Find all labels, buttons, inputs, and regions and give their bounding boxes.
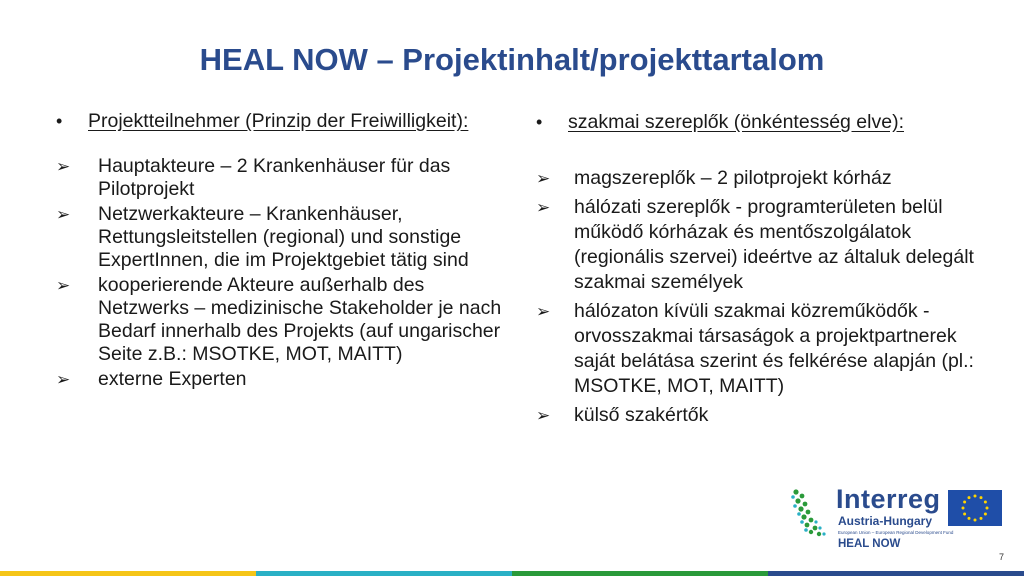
eu-flag-icon	[948, 490, 1002, 526]
list-item	[56, 274, 506, 366]
list-item	[536, 195, 976, 295]
list-item-text: magszereplők – 2 pilotprojekt kórház	[574, 167, 892, 189]
right-column	[536, 111, 976, 432]
arrow-bullet-icon: ➢	[56, 276, 71, 295]
list-item	[536, 166, 976, 191]
arrow-bullet-icon: ➢	[536, 198, 551, 217]
list-item	[56, 155, 506, 201]
bullet-icon: •	[56, 111, 63, 131]
list-item-text: hálózaton kívüli szakmai közreműködők - orvosszakmai társaságok a projektpartnerek saját belátása szerint és felkérése alapján (pl.: MSOTKE, MOT, MAITT)	[574, 300, 974, 397]
list-item	[56, 368, 506, 391]
bar-segment-yellow	[0, 571, 256, 576]
list-item-text: externe Experten	[98, 368, 247, 390]
arrow-bullet-icon: ➢	[536, 302, 551, 321]
interreg-wordmark: Interreg	[836, 484, 941, 514]
list-item	[536, 403, 976, 428]
arrow-bullet-icon: ➢	[56, 157, 71, 176]
footer-color-bar	[0, 571, 1024, 576]
bar-segment-blue	[768, 571, 1024, 576]
project-name: HEAL NOW	[838, 538, 901, 550]
arrow-bullet-icon: ➢	[536, 169, 551, 188]
left-heading	[56, 110, 506, 133]
list-item-text: kooperierende Akteure außerhalb des Netzwerks – medizinische Stakeholder je nach Bedarf innerhalb des Projekts (auf ungarischer Seite z.B.: MSOTKE, MOT, MAITT)	[98, 274, 502, 365]
interreg-fund-line: European Union – European Regional Development Fund	[838, 530, 954, 535]
list-item-text: hálózati szereplők - programterületen belül működő kórházak és mentőszolgálatok (regionális szervei) ideértve az általuk delegált szakmai személyek	[574, 196, 974, 293]
page-number: 7	[998, 552, 1004, 562]
list-item-text: Netzwerkakteure – Krankenhäuser, Rettungsleitstellen (regional) und sonstige ExpertInnen, die im Projektgebiet tätig sind	[98, 203, 469, 271]
right-heading-text: szakmai szereplők (önkéntesség elve):	[568, 111, 904, 133]
interreg-logo	[790, 484, 1002, 554]
list-item-text: Hauptakteure – 2 Krankenhäuser für das Pilotprojekt	[98, 155, 451, 200]
left-column	[56, 110, 506, 393]
bullet-icon: •	[536, 112, 543, 132]
arrow-bullet-icon: ➢	[56, 370, 71, 389]
interreg-region: Austria-Hungary	[838, 514, 933, 528]
arrow-bullet-icon: ➢	[56, 205, 71, 224]
list-item	[56, 203, 506, 272]
arrow-bullet-icon: ➢	[536, 406, 551, 425]
list-item-text: külső szakértők	[574, 404, 709, 426]
bar-segment-green	[512, 571, 768, 576]
right-heading	[536, 111, 976, 134]
left-heading-text: Projektteilnehmer (Prinzip der Freiwilligkeit):	[88, 110, 469, 132]
interreg-dots-icon	[790, 488, 834, 538]
page-title: HEAL NOW – Projektinhalt/projekttartalom	[199, 42, 825, 77]
bar-segment-cyan	[256, 571, 512, 576]
list-item	[536, 299, 976, 399]
